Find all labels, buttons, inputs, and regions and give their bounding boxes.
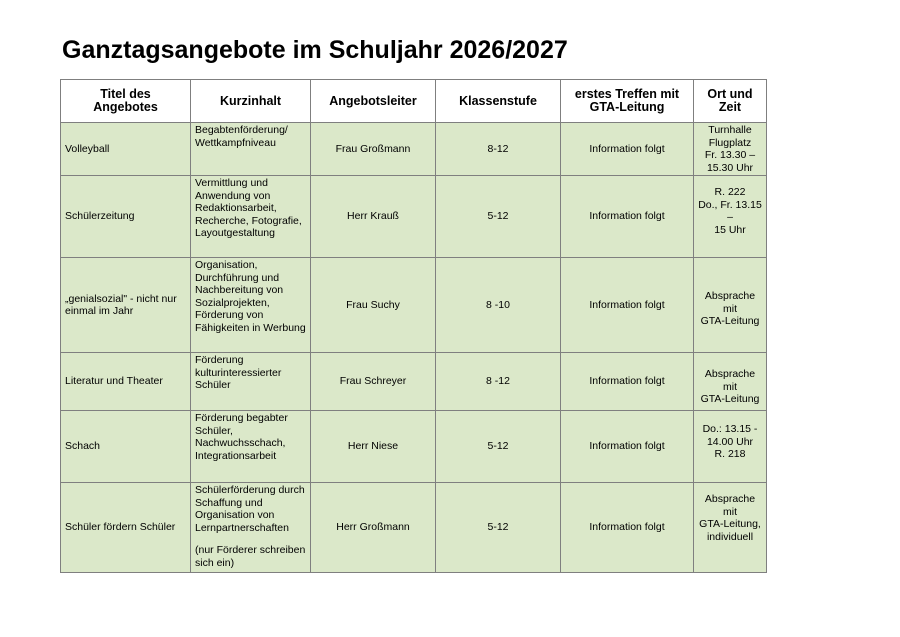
- offers-table: [60, 79, 767, 573]
- page-title: Ganztagsangebote im Schuljahr 2026/2027: [62, 36, 568, 64]
- cell-place-time: Absprache mit GTA-Leitung: [694, 258, 767, 353]
- cell-leader: Herr Krauß: [311, 176, 436, 258]
- cell-title: Volleyball: [61, 123, 191, 176]
- cell-grade: 8 -10: [436, 258, 561, 353]
- cell-title: Schülerzeitung: [61, 176, 191, 258]
- cell-content: Förderung kulturinteressierter Schüler: [191, 353, 311, 411]
- cell-place-time: R. 222 Do., Fr. 13.15 – 15 Uhr: [694, 176, 767, 258]
- cell-title: „genialsozial" - nicht nur einmal im Jahr: [61, 258, 191, 353]
- cell-place-time: Absprache mit GTA-Leitung: [694, 353, 767, 411]
- cell-content: Schülerförderung durch Schaffung und Organisation von Lernpartnerschaften (nur Förderer schreiben sich ein): [191, 483, 311, 573]
- table-row: [61, 411, 767, 483]
- cell-first-meeting: Information folgt: [561, 353, 694, 411]
- cell-grade: 5-12: [436, 411, 561, 483]
- header-place-time: Ort und Zeit: [694, 80, 767, 123]
- cell-title: Literatur und Theater: [61, 353, 191, 411]
- cell-leader: Frau Schreyer: [311, 353, 436, 411]
- cell-first-meeting: Information folgt: [561, 483, 694, 573]
- cell-leader: Herr Großmann: [311, 483, 436, 573]
- header-first-meeting: erstes Treffen mit GTA-Leitung: [561, 80, 694, 123]
- table-row: [61, 483, 767, 573]
- cell-title: Schach: [61, 411, 191, 483]
- cell-grade: 5-12: [436, 176, 561, 258]
- cell-first-meeting: Information folgt: [561, 411, 694, 483]
- cell-place-time: Absprache mit GTA-Leitung, individuell: [694, 483, 767, 573]
- cell-leader: Frau Großmann: [311, 123, 436, 176]
- cell-first-meeting: Information folgt: [561, 258, 694, 353]
- cell-place-time: Do.: 13.15 - 14.00 Uhr R. 218: [694, 411, 767, 483]
- header-leader: Angebotsleiter: [311, 80, 436, 123]
- cell-content: Förderung begabter Schüler, Nachwuchsschach, Integrationsarbeit: [191, 411, 311, 483]
- table-header-row: [61, 80, 767, 123]
- header-content: Kurzinhalt: [191, 80, 311, 123]
- cell-first-meeting: Information folgt: [561, 176, 694, 258]
- table-row: [61, 353, 767, 411]
- header-title: Titel des Angebotes: [61, 80, 191, 123]
- cell-content: Vermittlung und Anwendung von Redaktionsarbeit, Recherche, Fotografie, Layoutgestaltung: [191, 176, 311, 258]
- header-grade: Klassenstufe: [436, 80, 561, 123]
- cell-leader: Herr Niese: [311, 411, 436, 483]
- cell-content: Begabtenförderung/ Wettkampfniveau: [191, 123, 311, 176]
- cell-content-note: (nur Förderer schreiben sich ein): [195, 544, 306, 569]
- table-row: [61, 123, 767, 176]
- cell-grade: 8 -12: [436, 353, 561, 411]
- cell-content: Organisation, Durchführung und Nachbereitung von Sozialprojekten, Förderung von Fähigkeiten in Werbung: [191, 258, 311, 353]
- cell-title: Schüler fördern Schüler: [61, 483, 191, 573]
- cell-first-meeting: Information folgt: [561, 123, 694, 176]
- table-row: [61, 258, 767, 353]
- cell-place-time: Turnhalle Flugplatz Fr. 13.30 – 15.30 Uhr: [694, 123, 767, 176]
- cell-leader: Frau Suchy: [311, 258, 436, 353]
- cell-grade: 5-12: [436, 483, 561, 573]
- table-row: [61, 176, 767, 258]
- cell-grade: 8-12: [436, 123, 561, 176]
